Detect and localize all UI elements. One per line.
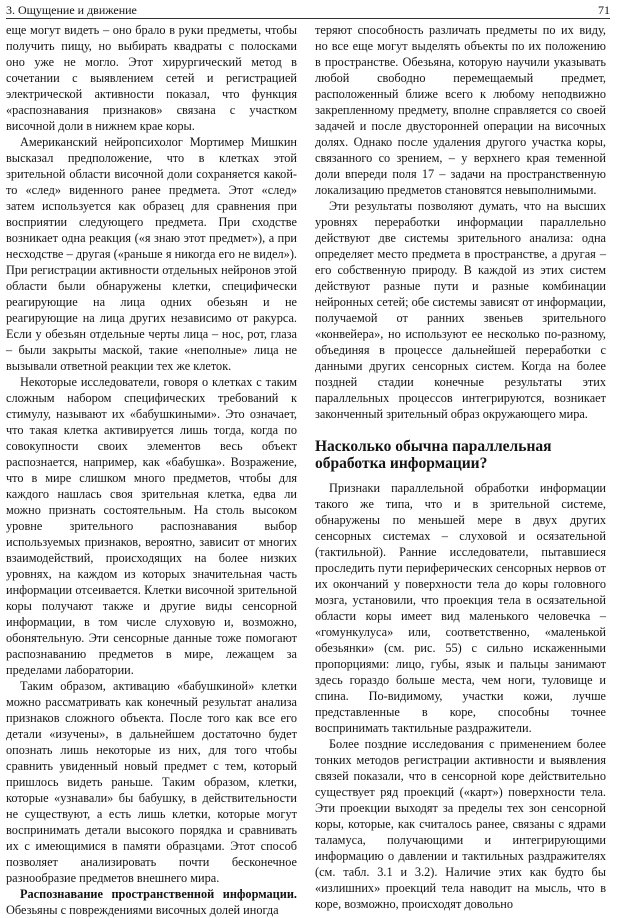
paragraph: еще могут видеть – оно брало в руки предметы, чтобы получить пищу, но выбирать квадраты с полосками оно уже не могло. Этот хирургический метод в сочетании с выявлением сетей и регистрацией электрической активности показал, что функция «распознавания признаков» связана с участком височной доли в нижнем крае коры. <box>6 23 297 133</box>
paragraph: Признаки параллельной обработки информации такого же типа, что и в зрительной системе, обнаружены по меньшей мере в двух других сенсорных системах – слуховой и осязательной (тактильной). Ранние исследователи, пытавшиеся проследить пути периферических сенсорных нервов от их окончаний у поверхности тела до коры головного мозга, установили, что проекция тела в осязательной области коры имеет вид маленького человечка – «гомункулуса» или, соответственно, «маленькой обезьянки» (см. рис. 55) с сильно искаженными пропорциями: лицо, губы, язык и пальцы занимают здесь гораздо больше места, чем ноги, туловище и спина. По-видимому, участки кожи, лучше представленные в коре, способны точнее воспринимать тактильные раздражители. <box>315 481 606 735</box>
paragraph: Американский нейропсихолог Мортимер Мишкин высказал предположение, что в клетках этой зрительной области височной доли сохраняется какой-то «след» виденного ранее предмета. Этот «след» затем используется как образец для сравнения при восприятии следующего предмета. При сходстве возникает одна реакция («я знаю этот предмет»), а при несходстве – другая («раньше я никогда его не видел»). При регистрации активности отдельных нейронов этой области были обнаружены клетки, специфически реагирующие на лица одних обезьян и не реагирующие на лица других независимо от ракурса. Если у обезьян отдельные черты лица – нос, рот, глаза – были закрыты маской, такие «неполные» лица не вызывали ответной реакции тех же клеток. <box>6 135 297 373</box>
paragraph: Таким образом, активацию «бабушкиной» клетки можно рассматривать как конечный результат анализа признаков сложного объекта. После того как все его детали «изучены», в дальнейшем достаточно будет опознать лишь некоторые из них, для того чтобы сравнить увиденный новый предмет с тем, который пришлось видеть раньше. Таким образом, клетки, которые «узнавали» бы бабушку, в действительности не существуют, а есть лишь клетки, которые могут воспринимать детали высокого порядка и сравнивать их с имеющимися в памяти образцами. Этот способ позволяет анализировать почти бесконечное разнообразие предметов внешнего мира. <box>6 679 297 885</box>
running-header <box>6 2 610 19</box>
chapter-title: 3. Ощущение и движение <box>6 3 137 17</box>
left-column <box>6 22 297 918</box>
paragraph <box>6 886 297 918</box>
paragraph: Эти результаты позволяют думать, что на высших уровнях переработки информации параллельно действуют две системы зрительного анализа: одна определяет место предмета в пространстве, а другая – его собственную природу. В каждой из этих систем действуют разные пути и разные комбинации нейронных сетей; обе системы зависят от информации, получаемой от ранних звеньев зрительного «конвейера», но используют ее несколько по-разному, объединяя в процессе дальнейшей переработки с данными других сенсорных систем. Когда на более поздней стадии конечные результаты этих параллельных процессов интегрируются, возникает законченный зрительный образ окружающего мира. <box>315 199 606 421</box>
right-column <box>315 22 606 912</box>
paragraph: Некоторые исследователи, говоря о клетках с таким сложным набором специфических требований к стимулу, называют их «бабушкиными». Это означает, что такая клетка активируется лишь тогда, когда по совокупности своих элементов весь объект распознается, например, как «бабушка». Возражение, что в мире слишком много предметов, чтобы для каждого нашлась своя зрительная клетка, едва ли можно признать состоятельным. На столь высоком уровне зрительного распознавания выбор используемых признаков, вероятно, зависит от многих взаимодействий, происходящих на более низких уровнях, на каждом из которых значительная часть информации отсеивается. Клетки височной зрительной коры получают также и другие виды сенсорной информации, в том числе слуховую и, возможно, обонятельную. Эти сенсорные данные тоже помогают распознаванию предметов в мире, лежащем за пределами лаборатории. <box>6 375 297 677</box>
section-heading: Насколько обычна параллельная обработка информации? <box>315 438 552 472</box>
paragraph-text: Обезьяны с повреждениями височных долей иногда <box>6 903 279 917</box>
paragraph: Более поздние исследования с применением более тонких методов регистрации активности и выявления связей показали, что в сенсорной коре действительно существует ряд проекций («карт») поверхности тела. Эти проекции выходят за пределы тех зон сенсорной коры, которые, как считалось ранее, связаны с ядрами таламуса, получающими и интегрирующими информацию о давлении и тактильных раздражителях (см. табл. 3.1 и 3.2). Наличие этих как будто бы «излишних» проекций тела наводит на мысль, что в коре, возможно, происходят довольно <box>315 737 606 911</box>
paragraph: теряют способность различать предметы по их виду, но все еще могут выделять объекты по их положению в пространстве. Обезьяна, которую научили указывать любой свободно перемещаемый предмет, расположенный ближе всего к любому неподвижно закрепленному предмету, вполне справляется со своей задачей и после двусторонней операции на височных долях. Однако после удаления другого участка коры, связанного со зрением, – у верхнего края теменной доли впереди поля 17 – задачи на пространственную локализацию предметов становятся невыполнимыми. <box>315 23 606 197</box>
page-number: 71 <box>598 3 610 17</box>
run-in-heading: Распознавание пространственной информации. <box>20 887 297 901</box>
